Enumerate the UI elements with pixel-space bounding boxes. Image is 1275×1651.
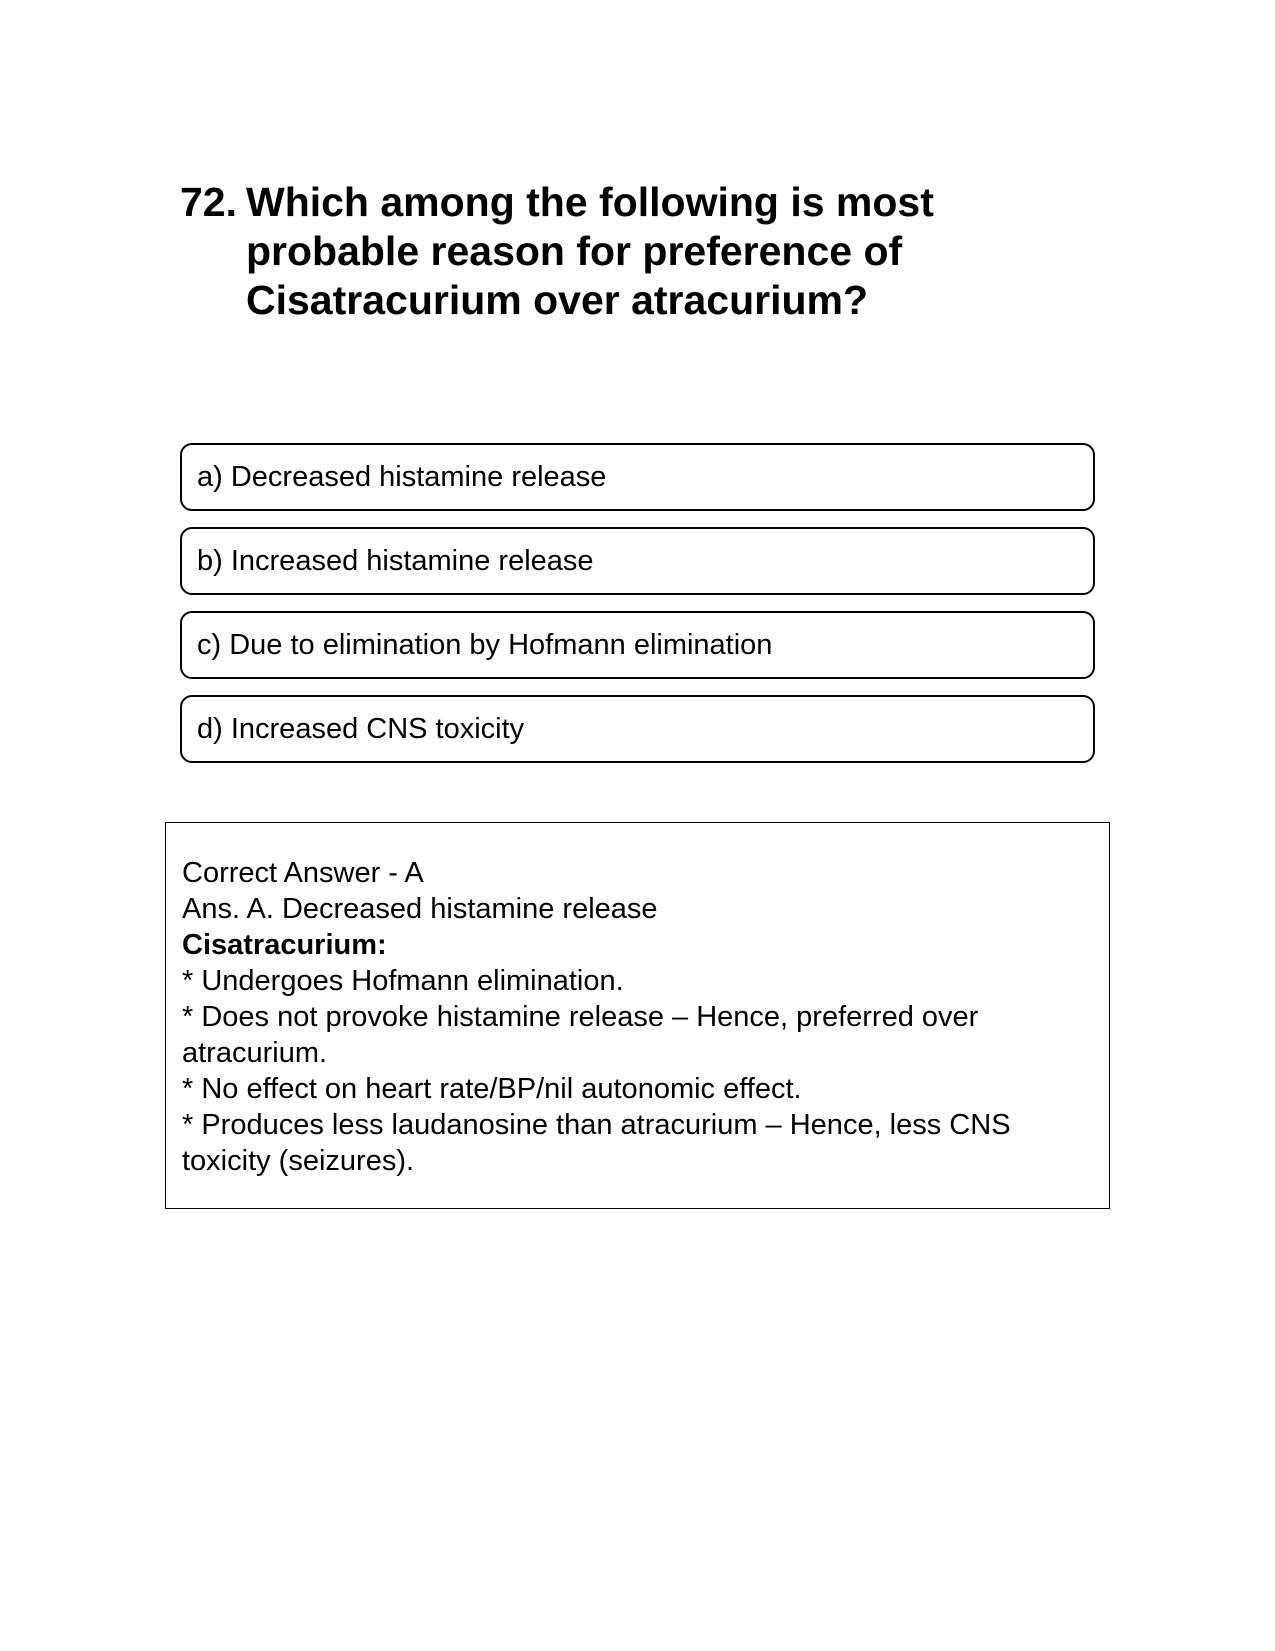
explanation-point: * Produces less laudanosine than atracurium – Hence, less CNS toxicity (seizures).	[182, 1109, 1011, 1177]
explanation-heading: Cisatracurium:	[182, 929, 387, 961]
answer-box	[165, 822, 1110, 1209]
question	[180, 178, 980, 325]
option-c[interactable]: c) Due to elimination by Hofmann elimination	[180, 611, 1095, 679]
question-text: Which among the following is most probable reason for preference of Cisatracurium over atracurium?	[246, 179, 934, 323]
option-b[interactable]: b) Increased histamine release	[180, 527, 1095, 595]
answer-line: Ans. A. Decreased histamine release	[182, 893, 658, 925]
option-a[interactable]: a) Decreased histamine release	[180, 443, 1095, 511]
question-number: 72.	[180, 179, 237, 225]
explanation-point: * Does not provoke histamine release – Hence, preferred over atracurium.	[182, 1001, 979, 1069]
options-list	[180, 443, 1095, 779]
option-d[interactable]: d) Increased CNS toxicity	[180, 695, 1095, 763]
correct-answer: Correct Answer - A	[182, 857, 424, 889]
explanation-point: * No effect on heart rate/BP/nil autonomic effect.	[182, 1073, 802, 1105]
explanation-point: * Undergoes Hofmann elimination.	[182, 965, 624, 997]
